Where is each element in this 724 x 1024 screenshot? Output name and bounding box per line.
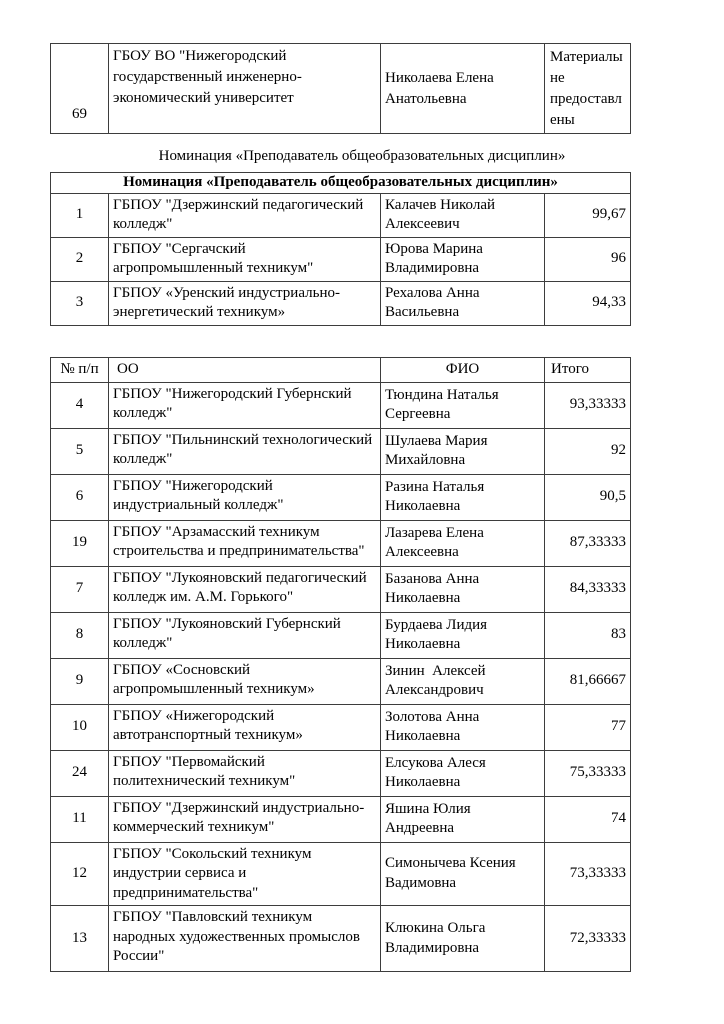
- cell-organization: ГБПОУ "Лукояновский педагогический колледж им. А.М. Горького": [109, 566, 381, 612]
- cell-person-name: Лазарева Елена Алексеевна: [381, 520, 545, 566]
- table-row: [51, 612, 631, 658]
- cell-score: 96: [545, 237, 631, 281]
- cell-organization: ГБПОУ "Сокольский техникум индустрии сервиса и предпринимательства": [109, 842, 381, 906]
- cell-row-number: 4: [51, 382, 109, 428]
- cell-score: 84,33333: [545, 566, 631, 612]
- cell-organization: ГБПОУ «Нижегородский автотранспортный техникум»: [109, 704, 381, 750]
- cell-person-name: Бурдаева Лидия Николаевна: [381, 612, 545, 658]
- cell-row-number: 7: [51, 566, 109, 612]
- table-row: [51, 906, 631, 972]
- cell-score: 73,33333: [545, 842, 631, 906]
- cell-person-name: Золотова Анна Николаевна: [381, 704, 545, 750]
- cell-person-name: Разина Наталья Николаевна: [381, 474, 545, 520]
- cell-row-number: 6: [51, 474, 109, 520]
- cell-row-number: 3: [51, 281, 109, 325]
- table-row: [51, 474, 631, 520]
- table-row: [51, 428, 631, 474]
- nomination-header: Номинация «Преподаватель общеобразовательных дисциплин»: [51, 173, 631, 194]
- cell-person-name: Зинин Алексей Александрович: [381, 658, 545, 704]
- table-row: [51, 842, 631, 906]
- cell-row-number: 5: [51, 428, 109, 474]
- table-row: [51, 566, 631, 612]
- cell-score: 90,5: [545, 474, 631, 520]
- table-header-row: [51, 358, 631, 383]
- cell-organization: ГБПОУ "Дзержинский индустриально-коммерческий техникум": [109, 796, 381, 842]
- table-header-row: [51, 173, 631, 194]
- column-header-name: ФИО: [381, 358, 545, 383]
- cell-organization: ГБПОУ "Нижегородский Губернский колледж": [109, 382, 381, 428]
- cell-score: 92: [545, 428, 631, 474]
- cell-person-name: Калачев Николай Алексеевич: [381, 193, 545, 237]
- cell-materials-note: Материалы не предоставлены: [545, 44, 631, 134]
- winners-table: [50, 172, 631, 326]
- cell-organization: ГБПОУ «Сосновский агропромышленный техникум»: [109, 658, 381, 704]
- cell-organization: ГБПОУ "Арзамасский техникум строительства и предпринимательства": [109, 520, 381, 566]
- cell-score: 81,66667: [545, 658, 631, 704]
- cell-row-number: 10: [51, 704, 109, 750]
- cell-organization: ГБПОУ "Сергачский агропромышленный техникум": [109, 237, 381, 281]
- cell-person-name: Елсукова Алеся Николаевна: [381, 750, 545, 796]
- cell-organization: ГБПОУ "Дзержинский педагогический колледж": [109, 193, 381, 237]
- table-row: [51, 704, 631, 750]
- cell-row-number: 69: [51, 44, 109, 134]
- continuation-table: [50, 43, 631, 134]
- cell-score: 94,33: [545, 281, 631, 325]
- cell-organization: ГБПОУ "Первомайский политехнический техникум": [109, 750, 381, 796]
- cell-person-name: Рехалова Анна Васильевна: [381, 281, 545, 325]
- cell-row-number: 9: [51, 658, 109, 704]
- section-heading: Номинация «Преподаватель общеобразовательных дисциплин»: [158, 148, 566, 164]
- cell-person-name: Базанова Анна Николаевна: [381, 566, 545, 612]
- cell-person-name: Юрова Марина Владимировна: [381, 237, 545, 281]
- cell-person-name: Николаева Елена Анатольевна: [381, 44, 545, 134]
- cell-organization: ГБОУ ВО "Нижегородский государственный инженерно-экономический университет: [109, 44, 381, 134]
- table-row: [51, 237, 631, 281]
- results-table: [50, 357, 631, 972]
- table-row: [51, 658, 631, 704]
- table-row: [51, 520, 631, 566]
- cell-organization: ГБПОУ "Лукояновский Губернский колледж": [109, 612, 381, 658]
- cell-score: 99,67: [545, 193, 631, 237]
- table-row: [51, 750, 631, 796]
- cell-score: 77: [545, 704, 631, 750]
- cell-row-number: 13: [51, 906, 109, 972]
- cell-score: 83: [545, 612, 631, 658]
- table-row: [51, 796, 631, 842]
- table-row: [51, 44, 631, 134]
- cell-row-number: 12: [51, 842, 109, 906]
- cell-score: 93,33333: [545, 382, 631, 428]
- cell-score: 87,33333: [545, 520, 631, 566]
- cell-row-number: 24: [51, 750, 109, 796]
- cell-organization: ГБПОУ "Павловский техникум народных художественных промыслов России": [109, 906, 381, 972]
- cell-person-name: Клюкина Ольга Владимировна: [381, 906, 545, 972]
- cell-organization: ГБПОУ "Пильнинский технологический колледж": [109, 428, 381, 474]
- cell-row-number: 19: [51, 520, 109, 566]
- table-row: [51, 382, 631, 428]
- cell-person-name: Яшина Юлия Андреевна: [381, 796, 545, 842]
- cell-row-number: 11: [51, 796, 109, 842]
- cell-row-number: 2: [51, 237, 109, 281]
- cell-row-number: 1: [51, 193, 109, 237]
- cell-person-name: Тюндина Наталья Сергеевна: [381, 382, 545, 428]
- cell-person-name: Симонычева Ксения Вадимовна: [381, 842, 545, 906]
- table-row: [51, 193, 631, 237]
- cell-score: 75,33333: [545, 750, 631, 796]
- cell-row-number: 8: [51, 612, 109, 658]
- cell-score: 72,33333: [545, 906, 631, 972]
- column-header-organization: ОО: [109, 358, 381, 383]
- cell-organization: ГБПОУ «Уренский индустриально-энергетический техникум»: [109, 281, 381, 325]
- cell-person-name: Шулаева Мария Михайловна: [381, 428, 545, 474]
- column-header-total: Итого: [545, 358, 631, 383]
- table-row: [51, 281, 631, 325]
- cell-organization: ГБПОУ "Нижегородский индустриальный колледж": [109, 474, 381, 520]
- column-header-number: № п/п: [51, 358, 109, 383]
- cell-score: 74: [545, 796, 631, 842]
